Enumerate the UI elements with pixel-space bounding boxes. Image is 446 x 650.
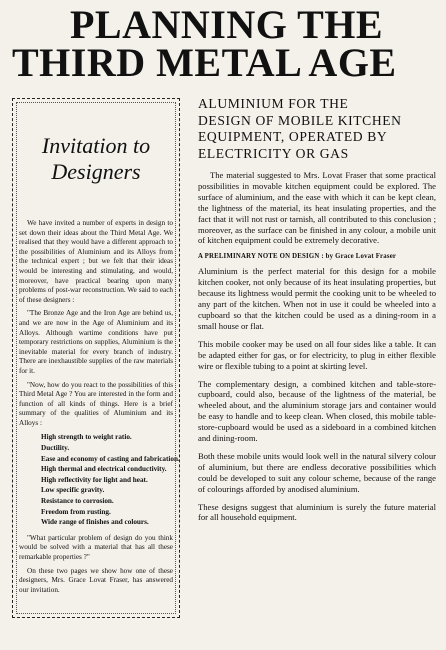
invitation-heading-line-2: Designers xyxy=(51,159,141,184)
preliminary-note-heading: A PRELIMINARY NOTE ON DESIGN : by Grace Lovat Fraser xyxy=(198,253,397,261)
invitation-paragraph: We have invited a number of experts in design to set down their ideas about the Third Metal Age. We realised that they would have a different approach to the possibilities of Aluminium and its Alloys from the technical expert ; but we felt that their ideas would be interesting and stimulating, and would, moreover, have practical bearing upon many problems of post-war reconstruction. We said to each of these designers : xyxy=(19,219,173,304)
quality-item: Wide range of finishes and colours. xyxy=(41,518,149,527)
article-column xyxy=(198,96,436,530)
article-paragraph: Aluminium is the perfect material for this design for a mobile kitchen cooker, not only because of its heat insulating properties, but because its lightness would permit the cooking unit to be wheeled to any part of the kitchen. When not in use it could be wheeled into a cupboard so that the kitchen could be used as a dining-room in a small house or flat. xyxy=(198,266,436,331)
quality-item: Low specific gravity. xyxy=(41,486,105,495)
article-intro: The material suggested to Mrs. Lovat Fraser that some practical possibilities in movable kitchen equipment could be explored. The surface of aluminium, and the ease with which it can be kept clean, the lightness of the material, its heat insulating properties, and the fact that it will not rust or tarnish, all contributed to this conclusion ; moreover, as the surface can be finished in any colour, a mobile unit of kitchen equipment could be extremely decorative. xyxy=(198,170,436,246)
article-paragraph: This mobile cooker may be used on all four sides like a table. It can be adapted either for gas, or for electricity, to plug in either flexible wire or flexible tubing to a point at skirting level. xyxy=(198,338,436,371)
article-paragraph: These designs suggest that aluminium is surely the future material for all household equipment. xyxy=(198,501,436,523)
article-heading xyxy=(198,96,436,162)
quality-item: High thermal and electrical conductivity. xyxy=(41,465,167,474)
invitation-paragraph: On these two pages we show how one of these designers, Mrs. Grace Lovat Fraser, has answered our invitation. xyxy=(19,566,173,594)
invitation-paragraph: "Now, how do you react to the possibilities of this Third Metal Age ? You are interested in the form and function of all kinds of things. Here is a brief summary of the qualities of Aluminium and its Alloys : xyxy=(19,380,173,427)
qualities-list xyxy=(41,432,180,527)
article-heading-line: EQUIPMENT, OPERATED BY xyxy=(198,129,388,144)
quality-item: Resistance to corrosion. xyxy=(41,497,114,506)
quality-item: Ease and economy of casting and fabrication. xyxy=(41,454,180,463)
quality-item: Freedom from rusting. xyxy=(41,507,111,516)
invitation-heading xyxy=(19,133,173,185)
invitation-paragraph: "The Bronze Age and the Iron Age are behind us, and we are now in the Age of Aluminium and its Alloys. Although wartime conditions have put temporary restrictions on supplies, Aluminium is the inevitable material for every branch of industry. There are inexhaustible supplies of the raw materials for it. xyxy=(19,309,173,375)
article-heading-line: DESIGN OF MOBILE KITCHEN xyxy=(198,112,402,128)
quality-item: High reflectivity for light and heat. xyxy=(41,475,148,484)
article-heading-line: ALUMINIUM FOR THE xyxy=(198,96,349,111)
article-paragraph: The complementary design, a combined kitchen and table-store-cupboard, could also, because of the lightness of the material, be wheeled about, and the aluminium storage jars and container would be easy to handle and to keep clean. When closed, this mobile table-store-cupboard would be used as a sideboard in a combined kitchen and dining-room. xyxy=(198,378,436,444)
invitation-paragraph: "What particular problem of design do you think would be solved with a material that has all these remarkable properties ?" xyxy=(19,533,173,561)
page-title xyxy=(0,2,446,85)
article-paragraph: Both these mobile units would look well in the natural silvery colour of aluminium, but there are endless decorative possibilities which could be developed to suit any colour scheme, because of the range of colourings afforded by anodised aluminium. xyxy=(198,450,436,494)
title-line-2: THIRD METAL AGE xyxy=(12,40,397,85)
invitation-box xyxy=(12,98,180,618)
title-line-1: PLANNING THE xyxy=(70,2,384,47)
quality-item: Ductility. xyxy=(41,444,70,453)
article-heading-line: ELECTRICITY OR GAS xyxy=(198,145,349,161)
quality-item: High strength to weight ratio. xyxy=(41,433,132,442)
invitation-heading-line-1: Invitation to xyxy=(41,133,151,158)
